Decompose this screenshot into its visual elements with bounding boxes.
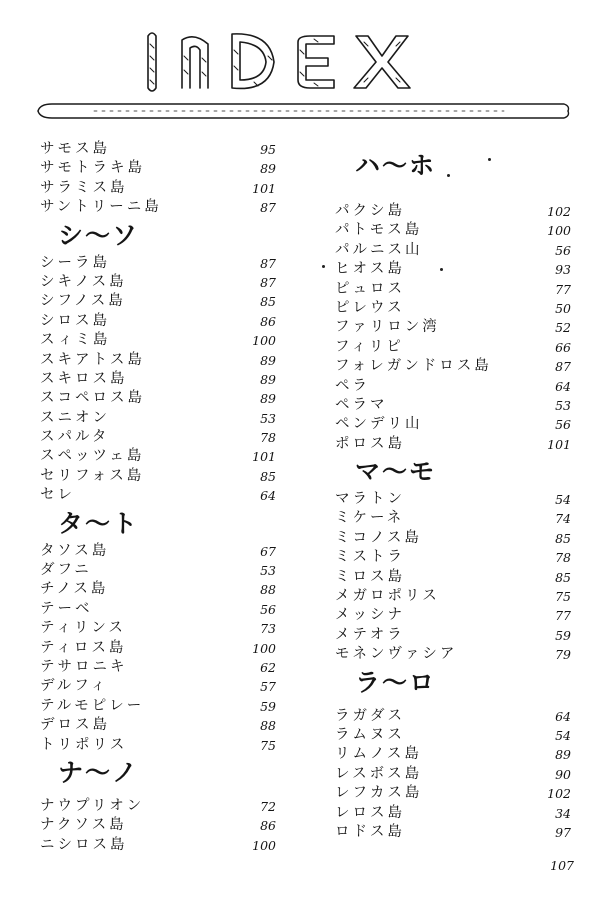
index-entry — [40, 370, 276, 389]
entry-name: ファリロン湾 — [335, 319, 440, 336]
index-entry — [335, 490, 571, 509]
entry-page: 93 — [555, 262, 571, 278]
entry-page: 78 — [260, 430, 276, 446]
index-entry — [335, 435, 571, 454]
entry-page: 74 — [555, 511, 571, 527]
entry-name: ピレウス — [335, 299, 405, 316]
entry-page: 85 — [555, 569, 571, 585]
entry-page: 52 — [555, 320, 571, 336]
index-entry — [40, 619, 276, 638]
entry-page: 64 — [260, 488, 276, 504]
index-column-right — [335, 148, 575, 842]
entry-page: 87 — [260, 274, 276, 290]
entry-page: 64 — [555, 378, 571, 394]
entry-name: テーベ — [40, 600, 93, 617]
entry-name: スペッツェ島 — [40, 448, 145, 465]
index-title-lettering — [120, 22, 500, 94]
entry-page: 72 — [260, 798, 276, 814]
index-entry — [335, 241, 571, 260]
entry-page: 85 — [555, 530, 571, 546]
entry-page: 77 — [555, 608, 571, 624]
entry-page: 100 — [252, 333, 276, 349]
index-entry — [40, 409, 276, 428]
entry-page: 100 — [252, 640, 276, 656]
index-entry — [40, 639, 276, 658]
index-entry — [335, 645, 571, 664]
entry-page: 53 — [260, 563, 276, 579]
index-entry — [335, 338, 571, 357]
entry-name: ミケーネ — [335, 510, 405, 527]
index-entry — [40, 561, 276, 580]
entry-page: 88 — [260, 582, 276, 598]
entry-page: 87 — [555, 359, 571, 375]
index-entry — [40, 542, 276, 561]
entry-page: 89 — [260, 161, 276, 177]
entry-page: 77 — [555, 281, 571, 297]
entry-name: ペラ — [335, 377, 370, 394]
title-underline-band — [34, 100, 572, 122]
index-group-shi-so — [40, 218, 280, 506]
entry-name: パトモス島 — [335, 222, 423, 239]
index-entry — [40, 816, 276, 835]
index-entry — [335, 509, 571, 528]
index-entry — [40, 273, 276, 292]
index-entry — [335, 707, 571, 726]
entry-page: 90 — [555, 766, 571, 782]
entry-name: ペンデリ山 — [335, 416, 423, 433]
index-entry — [40, 716, 276, 735]
entry-name: シーラ島 — [40, 254, 110, 271]
index-entry — [335, 784, 571, 803]
entry-page: 53 — [260, 410, 276, 426]
index-entry — [40, 447, 276, 466]
index-group-ha-ho — [335, 148, 575, 454]
entry-name: サモトラキ島 — [40, 160, 145, 177]
entry-name: ロドス島 — [335, 823, 405, 840]
index-group-na-no — [40, 755, 280, 855]
index-entry — [335, 765, 571, 784]
index-entry — [40, 697, 276, 716]
entry-name: メテオラ — [335, 626, 405, 643]
entry-name: スキロス島 — [40, 370, 128, 387]
entry-page: 87 — [260, 200, 276, 216]
index-entry — [335, 548, 571, 567]
entry-name: ラガダス — [335, 707, 405, 724]
entry-page: 57 — [260, 679, 276, 695]
entry-page: 89 — [260, 371, 276, 387]
index-entry — [40, 292, 276, 311]
entry-name: トリポリス — [40, 736, 128, 753]
entry-name: パクシ島 — [335, 203, 405, 219]
entry-page: 85 — [260, 294, 276, 310]
entry-name: フィリピ — [335, 338, 404, 355]
section-heading: シ～ソ — [58, 220, 140, 250]
entry-name: ミストラ — [335, 549, 405, 566]
index-entry — [40, 736, 276, 755]
index-entry — [40, 312, 276, 331]
entry-page: 59 — [555, 627, 571, 643]
entry-page: 102 — [547, 786, 571, 802]
index-entry — [40, 600, 276, 619]
entry-name: ミコノス島 — [335, 529, 422, 546]
entry-name: ペラマ — [335, 396, 388, 413]
entry-page: 67 — [260, 543, 276, 559]
entry-page: 101 — [252, 180, 276, 196]
entry-name: ピュロス — [335, 280, 405, 297]
entry-page: 86 — [260, 818, 276, 834]
entry-page: 101 — [252, 449, 276, 465]
entry-page: 56 — [555, 242, 571, 258]
index-entry — [335, 804, 571, 823]
index-entry — [335, 626, 571, 645]
entry-name: レスボス島 — [335, 765, 423, 782]
entry-name: パルニス山 — [335, 241, 423, 258]
entry-name: リムノス島 — [335, 746, 422, 763]
index-group-ta-to — [40, 506, 280, 755]
entry-name: ティリンス — [40, 620, 126, 637]
index-entry — [40, 580, 276, 599]
index-entry — [335, 280, 571, 299]
entry-page: 89 — [555, 747, 571, 763]
entry-page: 64 — [555, 708, 571, 724]
index-entry — [40, 331, 276, 350]
entry-page: 100 — [547, 223, 571, 239]
entry-page: 97 — [555, 824, 571, 840]
entry-name: ポロス島 — [335, 435, 405, 452]
entry-name: スパルタ — [40, 429, 110, 446]
index-entry — [335, 606, 571, 625]
entry-name: ナウプリオン — [40, 797, 145, 814]
entry-page: 75 — [555, 589, 571, 605]
index-entry — [335, 221, 571, 240]
entry-page: 85 — [260, 468, 276, 484]
entry-name: ニシロス島 — [40, 836, 128, 853]
index-entry — [335, 587, 571, 606]
entry-name: デルフィ — [40, 678, 109, 695]
index-entry — [40, 351, 276, 370]
index-entry — [335, 357, 571, 376]
entry-name: レロス島 — [335, 804, 405, 821]
index-group-ra-ro — [335, 665, 575, 843]
entry-page: 50 — [555, 300, 571, 316]
entry-page: 66 — [555, 339, 571, 355]
entry-name: スィミ島 — [40, 332, 111, 349]
index-entry — [40, 254, 276, 273]
entry-name: シキノス島 — [40, 273, 127, 290]
section-heading: マ～モ — [355, 457, 437, 487]
entry-page: 101 — [547, 436, 571, 452]
entry-name: ラムヌス — [335, 726, 405, 743]
index-entry — [335, 202, 571, 221]
entry-name: フォレガンドロス島 — [335, 358, 492, 375]
entry-name: テルモピレー — [40, 697, 145, 714]
entry-page: 53 — [555, 397, 571, 413]
entry-name: ミロス島 — [335, 568, 405, 585]
entry-page: 102 — [547, 204, 571, 219]
entry-name: シロス島 — [40, 312, 110, 329]
entry-page: 75 — [260, 737, 276, 753]
entry-page: 100 — [252, 837, 276, 853]
entry-page: 79 — [555, 647, 571, 663]
section-heading: ラ～ロ — [355, 667, 437, 697]
page-number: 107 — [550, 858, 574, 873]
entry-name: スコペロス島 — [40, 390, 145, 407]
entry-name: ナクソス島 — [40, 817, 127, 834]
index-entry — [335, 396, 571, 415]
index-entry — [40, 797, 276, 816]
entry-page: 87 — [260, 255, 276, 271]
index-entry — [335, 318, 571, 337]
entry-page: 34 — [555, 805, 571, 821]
entry-name: メガロポリス — [335, 588, 440, 605]
index-entry — [40, 486, 276, 505]
index-entry — [40, 677, 276, 696]
index-column-left — [40, 140, 280, 855]
index-entry — [40, 198, 276, 217]
index-entry — [335, 568, 571, 587]
index-group-sa — [40, 140, 280, 218]
index-entry — [40, 428, 276, 447]
entry-name: スニオン — [40, 409, 110, 426]
ink-speck — [440, 268, 443, 271]
entry-page: 54 — [555, 727, 571, 743]
index-entry — [335, 415, 571, 434]
entry-page: 62 — [260, 659, 276, 675]
entry-name: サラミス島 — [40, 179, 128, 196]
index-entry — [335, 823, 571, 842]
entry-page: 59 — [260, 698, 276, 714]
section-heading: ハ～ホ — [355, 151, 437, 180]
index-entry — [335, 260, 571, 279]
entry-name: ダフニ — [40, 562, 92, 579]
entry-name: マラトン — [335, 491, 405, 508]
entry-name: サモス島 — [40, 141, 110, 157]
entry-page: 56 — [260, 601, 276, 617]
entry-name: ヒオス島 — [335, 261, 405, 278]
entry-name: レフカス島 — [335, 785, 423, 802]
entry-page: 95 — [260, 142, 276, 157]
entry-name: セリフォス島 — [40, 467, 145, 484]
entry-name: テサロニキ — [40, 658, 128, 675]
index-group-ma-mo — [335, 454, 575, 665]
index-title — [120, 22, 500, 94]
index-entry — [40, 658, 276, 677]
entry-name: スキアトス島 — [40, 351, 145, 368]
ink-speck — [322, 265, 325, 268]
index-entry — [40, 140, 276, 159]
index-entry — [335, 529, 571, 548]
index-entry — [40, 389, 276, 408]
title-underline — [34, 100, 572, 122]
index-entry — [40, 159, 276, 178]
ink-speck — [488, 158, 491, 161]
entry-name: デロス島 — [40, 717, 110, 734]
entry-page: 54 — [555, 492, 571, 508]
entry-page: 88 — [260, 718, 276, 734]
entry-name: セレ — [40, 487, 75, 504]
entry-page: 78 — [555, 550, 571, 566]
entry-name: ティロス島 — [40, 639, 127, 656]
index-entry — [40, 467, 276, 486]
entry-name: シフノス島 — [40, 293, 126, 310]
entry-page: 86 — [260, 313, 276, 329]
index-entry — [335, 299, 571, 318]
index-entry — [335, 377, 571, 396]
entry-name: モネンヴァシア — [335, 646, 458, 663]
entry-page: 73 — [260, 621, 276, 637]
ink-speck — [447, 174, 450, 177]
entry-name: サントリーニ島 — [40, 199, 162, 216]
entry-page: 89 — [260, 391, 276, 407]
section-heading: タ～ト — [58, 508, 140, 538]
index-entry — [40, 836, 276, 855]
index-entry — [40, 179, 276, 198]
index-entry — [335, 726, 571, 745]
entry-name: メッシナ — [335, 607, 405, 624]
section-heading: ナ～ノ — [58, 757, 140, 787]
entry-page: 89 — [260, 352, 276, 368]
index-entry — [335, 745, 571, 764]
entry-name: チノス島 — [40, 581, 109, 598]
entry-name: タソス島 — [40, 542, 110, 559]
entry-page: 56 — [555, 417, 571, 433]
